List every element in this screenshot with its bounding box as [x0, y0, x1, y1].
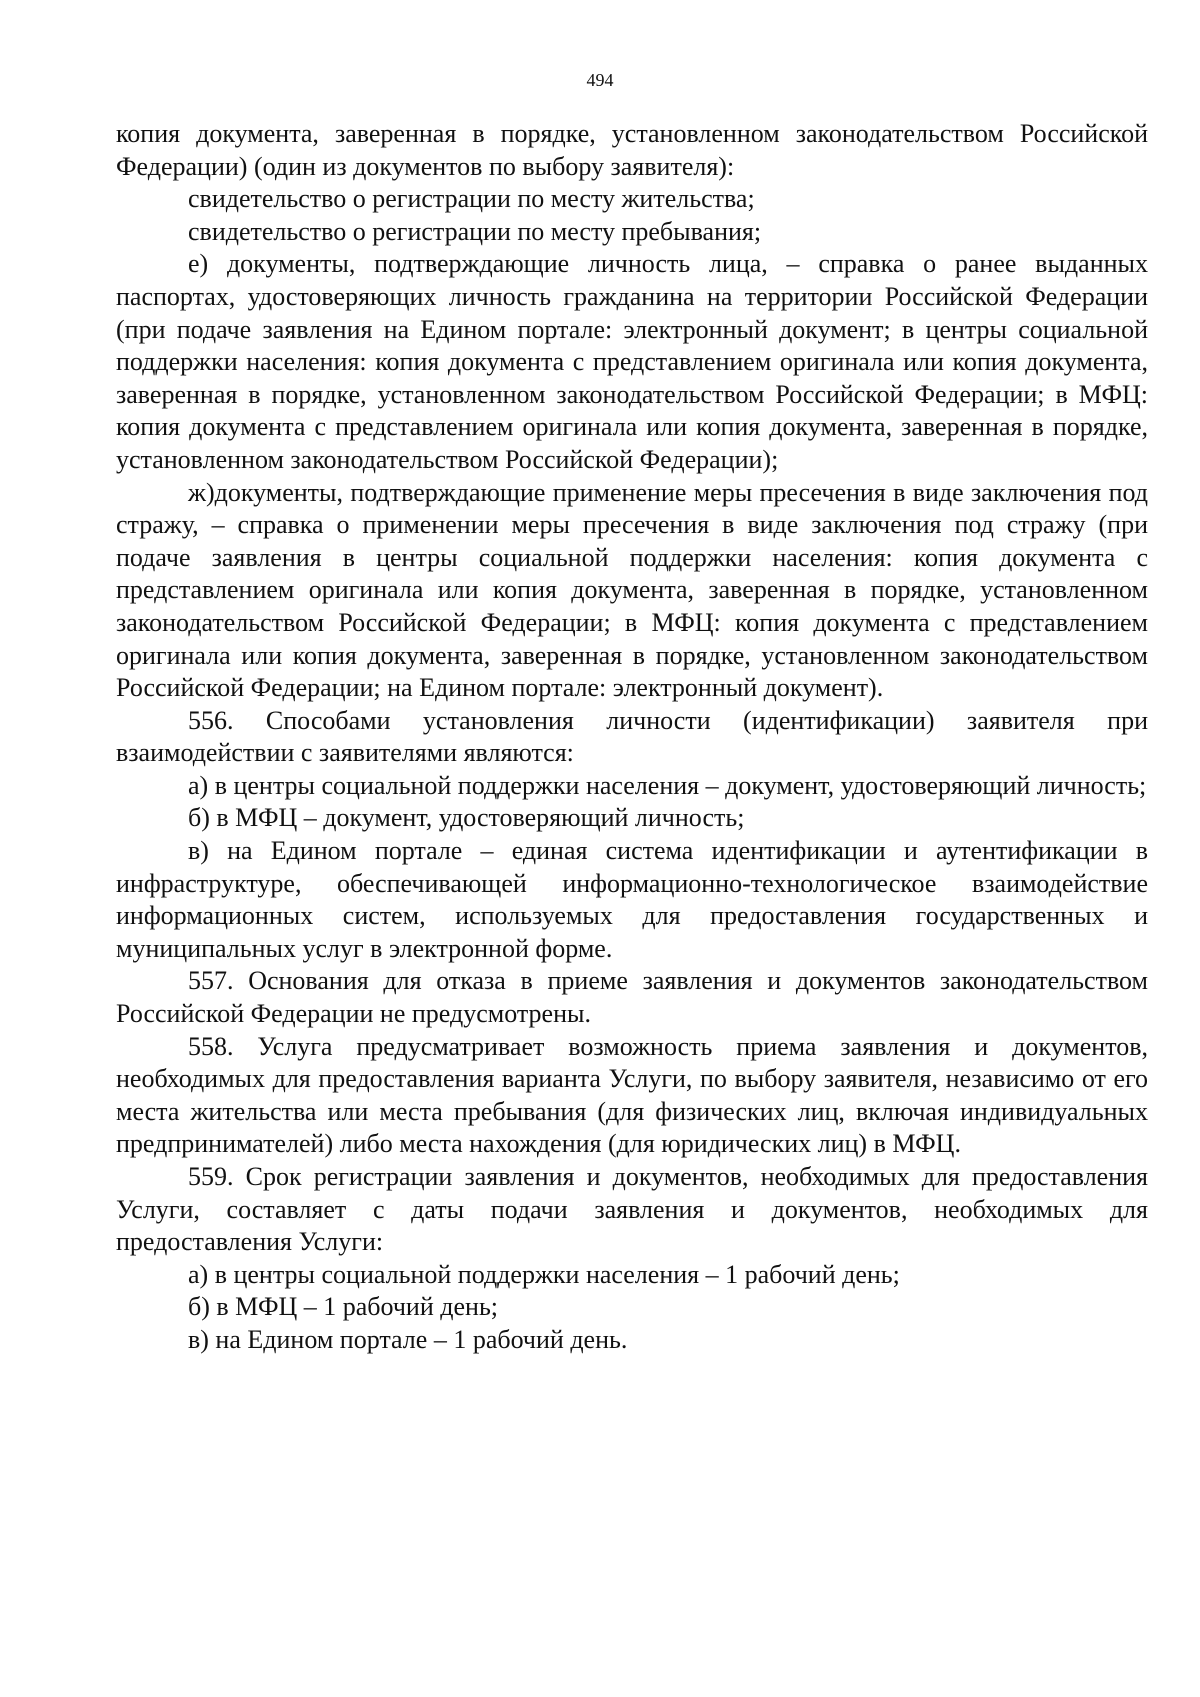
paragraph-559-a: а) в центры социальной поддержки населения – 1 рабочий день; — [188, 1259, 900, 1289]
paragraph-continuation: копия документа, заверенная в порядке, установленном законодательством Российской Федерации) (один из документов по выбору заявителя): — [116, 119, 1148, 181]
document-body — [116, 118, 1148, 1357]
page-number: 494 — [586, 70, 614, 90]
paragraph-556-a: а) в центры социальной поддержки населения – документ, удостоверяющий личность; — [188, 770, 1147, 800]
paragraph-559: 559. Срок регистрации заявления и документов, необходимых для предоставления Услуги, составляет с даты подачи заявления и документов, необходимых для предоставления Услуги: — [116, 1162, 1148, 1257]
paragraph-557: 557. Основания для отказа в приеме заявления и документов законодательством Российской Федерации не предусмотрены. — [116, 966, 1148, 1029]
paragraph-556-v: в) на Едином портале – единая система идентификации и аутентификации в инфраструктуре, обеспечивающей информационно-технологическое взаимодействие информационных систем, используемых для предоставления государственных и муниципальных услуг в электронной форме. — [116, 836, 1148, 963]
paragraph-item-zh: ж)документы, подтверждающие применение меры пресечения в виде заключения под стражу, – справка о применении меры пресечения в виде заключения под стражу (при подаче заявления в центры социальной поддержки населения: копия документа с представлением оригинала или копия документа, заверенная в порядке, установленном законодательством Российской Федерации; в МФЦ: копия документа с представлением оригинала или копия документа, заверенная в порядке, установленном законодательством Российской Федерации; на Едином портале: электронный документ). — [116, 477, 1148, 703]
paragraph-559-b: б) в МФЦ – 1 рабочий день; — [188, 1292, 499, 1322]
paragraph-556: 556. Способами установления личности (идентификации) заявителя при взаимодействии с заявителями являются: — [116, 705, 1148, 768]
paragraph-item-e: е) документы, подтверждающие личность лица, – справка о ранее выданных паспортах, удостоверяющих личность гражданина на территории Российской Федерации (при подаче заявления на Едином портале: электронный документ; в центры социальной поддержки населения: копия документа с представлением оригинала или копия документа, заверенная в порядке, установленном законодательством Российской Федерации; в МФЦ: копия документа с представлением оригинала или копия документа, заверенная в порядке, установленном законодательством Российской Федерации); — [116, 249, 1148, 474]
paragraph-residence-certificate: свидетельство о регистрации по месту жительства; — [188, 184, 755, 214]
paragraph-stay-certificate: свидетельство о регистрации по месту пребывания; — [188, 216, 762, 246]
paragraph-559-v: в) на Едином портале – 1 рабочий день. — [188, 1324, 628, 1354]
paragraph-558: 558. Услуга предусматривает возможность приема заявления и документов, необходимых для предоставления варианта Услуги, по выбору заявителя, независимо от его места жительства или места пребывания (для физических лиц, включая индивидуальных предпринимателей) либо места нахождения (для юридических лиц) в МФЦ. — [116, 1031, 1148, 1159]
paragraph-556-b: б) в МФЦ – документ, удостоверяющий личность; — [188, 803, 745, 833]
